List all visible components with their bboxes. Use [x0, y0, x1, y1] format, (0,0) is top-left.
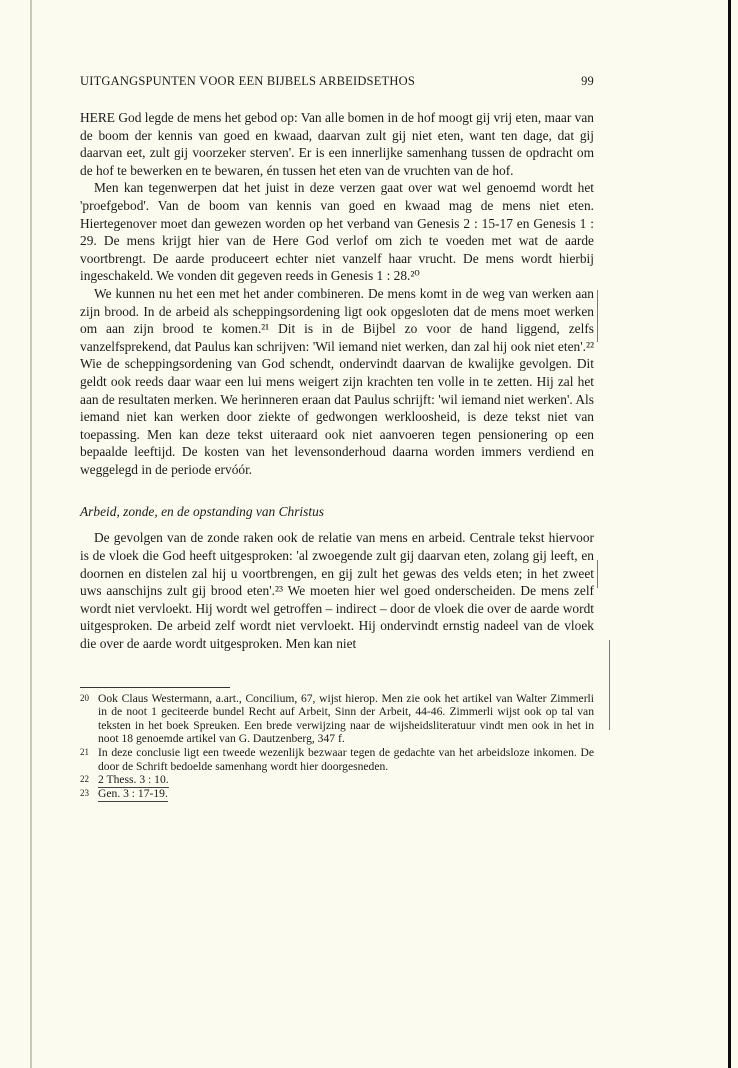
footnote-number: 20 — [80, 692, 89, 703]
footnote-reference: Gen. 3 : 17-19. — [98, 786, 168, 800]
footnote — [80, 746, 594, 773]
footnote-number: 23 — [80, 787, 89, 798]
footnote-text — [98, 773, 594, 787]
footnotes — [80, 692, 594, 801]
margin-annotation-mark — [597, 560, 598, 588]
paragraph: HERE God legde de mens het gebod op: Van alle bomen in de hof moogt gij vrij eten, maar van de boom der kennis van goed en kwaad, daarvan zult gij niet eten, want ten dage, dat gij daarvan eet, zult gij voorzeker sterven'. Er is een innerlijke samenhang tussen de opdracht om de hof te bewerken en te bewaren, én tussen het eten van de vruchten van de hof. — [80, 110, 594, 178]
page-number: 99 — [581, 74, 594, 88]
paragraph: We kunnen nu het een met het ander combineren. De mens komt in de weg van werken aan zijn brood. In de arbeid als scheppingsordening ligt ook opgesloten dat de mens moet werken om aan zijn brood te komen.²¹ Dit is in de Bijbel zo voor de hand liggend, zelfs vanzelfsprekend, dat Paulus kan schrijven: 'Wil iemand niet werken, dan zal hij ook niet eten'.²² Wie de scheppingsordening van God schendt, ondervindt daarvan de kwalijke gevolgen. Dit geldt ook reeds daar waar een lui mens weigert zijn krachten ten volle in te zetten. Hij zal het aan de resultaten merken. We herinneren eraan dat Paulus schrijft: 'wil iemand niet werken'. Als iemand niet kan werken door ziekte of gedwongen werkloosheid, is deze tekst niet van toepassing. Men kan deze tekst uiteraard ook niet aanvoeren tegen pensionering op een bepaalde leeftijd. De kosten van het levensonderhoud daarna worden immers verdiend en weggelegd in de periode ervóór. — [80, 285, 594, 477]
scan-left-edge — [30, 0, 32, 1068]
scan-right-edge — [728, 0, 731, 1068]
book-page — [80, 74, 594, 800]
footnote-number: 22 — [80, 774, 89, 785]
footnote-text: Ook Claus Westermann, a.art., Concilium, 67, wijst hierop. Men zie ook het artikel van Walter Zimmerli in de noot 1 geciteerde bundel Recht auf Arbeit, Sinn der Arbeit, 44-46. Zimmerli wijst ook op tal van teksten in het boek Spreuken. Een brede verwijzing naar de wijsheidsliteratuur vindt men ook in het in noot 18 genoemde artikel van G. Dautzenberg, 347 f. — [98, 691, 594, 746]
footnote-text: In deze conclusie ligt een tweede wezenlijk bezwaar tegen de gedachte van het arbeidsloze inkomen. De door de Schrift bedoelde samenhang wordt hier doorgesneden. — [98, 746, 594, 773]
footnote — [80, 787, 594, 801]
footnote-text — [98, 787, 594, 801]
footnote — [80, 692, 594, 746]
running-head — [80, 74, 594, 89]
footnote — [80, 773, 594, 787]
running-title: UITGANGSPUNTEN VOOR EEN BIJBELS ARBEIDSETHOS — [80, 74, 415, 88]
margin-annotation-mark — [597, 290, 598, 342]
paragraph: De gevolgen van de zonde raken ook de relatie van mens en arbeid. Centrale tekst hiervoor is de vloek die God heeft uitgesproken: 'al zwoegende zult gij daarvan eten, zolang gij leeft, en doornen en distelen zal hij u voortbrengen, en gij zult het gewas des velds eten; in het zweet uws aanschijns zult gij brood eten'.²³ We moeten hier wel goed onderscheiden. De mens zelf wordt niet vervloekt. Hij wordt wel getroffen – indirect – door de vloek die over de aarde wordt uitgesproken. De arbeid zelf wordt niet vervloekt. Hij ondervindt ernstig nadeel van de vloek die over de aarde wordt uitgesproken. Men kan niet — [80, 530, 594, 652]
paragraph: Men kan tegenwerpen dat het juist in deze verzen gaat over wat wel genoemd wordt het 'proefgebod'. Van de boom van kennis van goed en kwaad mag de mens niet eten. Hiertegenover moet dan gewezen worden op het verband van Genesis 2 : 15-17 en Genesis 1 : 29. De mens krijgt hier van de Here God verlof om zich te voeden met wat de aarde voortbrengt. De aarde produceert echter niet vanzelf haar vrucht. De mens wordt hierbij ingeschakeld. We vonden dit gegeven reeds in Genesis 1 : 28.²⁰ — [80, 180, 594, 284]
footnote-rule — [80, 687, 230, 688]
margin-annotation-mark — [609, 640, 610, 730]
section-heading: Arbeid, zonde, en de opstanding van Christus — [80, 504, 324, 520]
footnote-number: 21 — [80, 747, 89, 757]
body-text — [80, 109, 594, 653]
footnote-reference: 2 Thess. 3 : 10. — [98, 773, 169, 787]
